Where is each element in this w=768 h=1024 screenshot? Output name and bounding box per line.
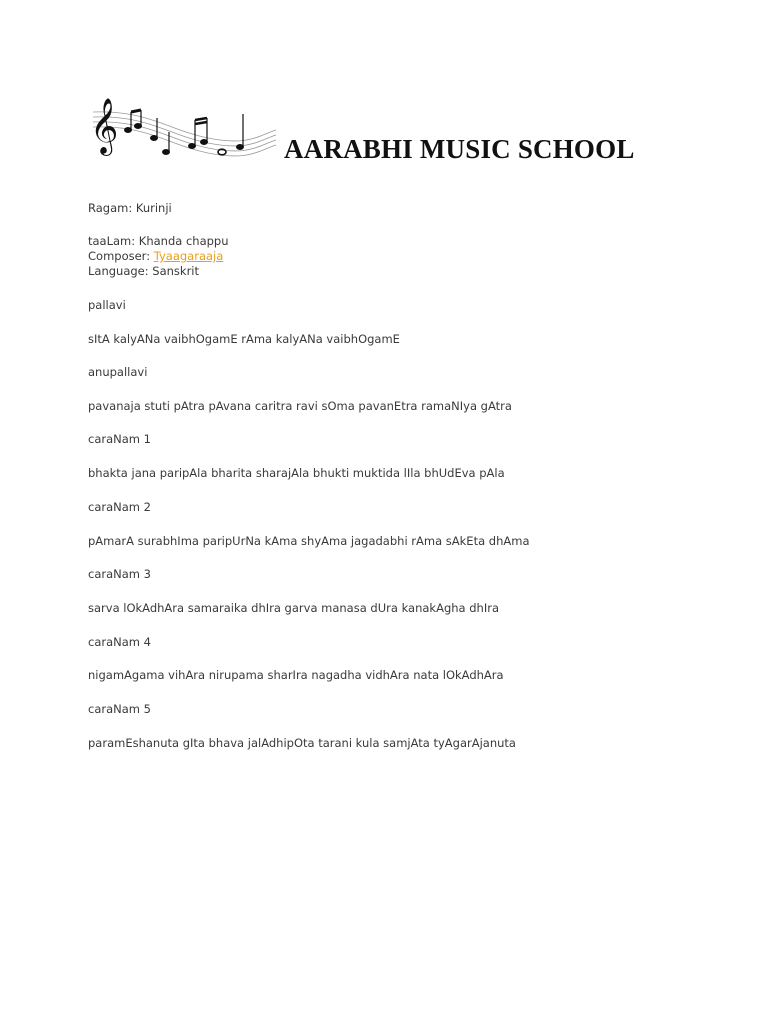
language-info: Language: Sanskrit	[88, 264, 200, 278]
lyrics-line: pavanaja stuti pAtra pAvana caritra ravi sOma pavanEtra ramaNIya gAtra	[88, 399, 512, 413]
section-heading: caraNam 5	[88, 702, 151, 716]
lyrics-line: nigamAgama vihAra nirupama sharIra nagadha vidhAra nata lOkAdhAra	[88, 668, 504, 682]
section-heading: caraNam 3	[88, 567, 151, 581]
school-title: AARABHI MUSIC SCHOOL	[284, 134, 635, 164]
composer-info	[88, 249, 223, 264]
composer-label: Composer:	[88, 249, 154, 263]
lyrics-line: paramEshanuta gIta bhava jalAdhipOta tarani kula samjAta tyAgarAjanuta	[88, 736, 516, 750]
composer-link[interactable]: Tyaagaraaja	[153, 249, 224, 263]
taalam-info: taaLam: Khanda chappu	[88, 234, 229, 248]
section-heading: caraNam 1	[88, 432, 151, 446]
section-heading: caraNam 4	[88, 635, 151, 649]
lyrics-line: bhakta jana paripAla bharita sharajAla bhukti muktida lIla bhUdEva pAla	[88, 466, 505, 480]
section-heading: anupallavi	[88, 365, 148, 379]
lyrics-line: pAmarA surabhIma paripUrNa kAma shyAma jagadabhi rAma sAkEta dhAma	[88, 534, 530, 548]
ragam-info: Ragam: Kurinji	[88, 201, 172, 215]
section-heading: caraNam 2	[88, 500, 151, 514]
section-heading: pallavi	[88, 298, 126, 312]
lyrics-line: sarva lOkAdhAra samaraika dhIra garva manasa dUra kanakAgha dhIra	[88, 601, 499, 615]
svg-text:𝄞: 𝄞	[90, 98, 119, 154]
music-notes-logo	[88, 90, 278, 160]
lyrics-line: sItA kalyANa vaibhOgamE rAma kalyANa vaibhOgamE	[88, 332, 400, 346]
